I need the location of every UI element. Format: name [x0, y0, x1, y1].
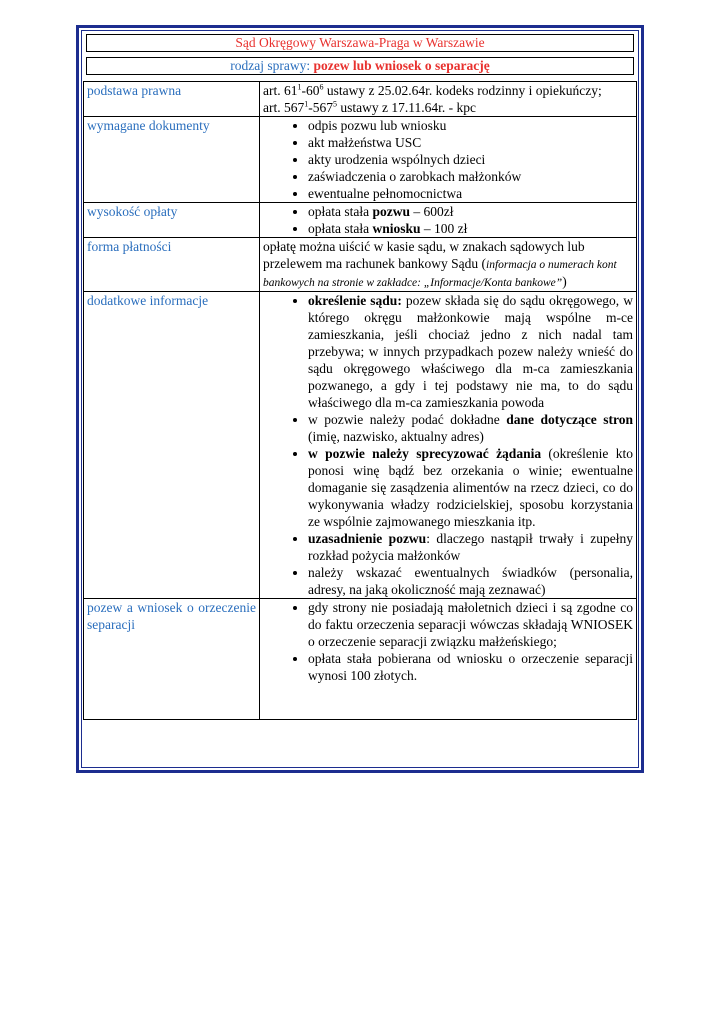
label-legal-basis: podstawa prawna	[84, 82, 260, 117]
value-additional	[260, 292, 637, 599]
list-item: • odpis pozwu lub wniosku	[308, 117, 633, 134]
value-documents	[260, 117, 637, 203]
label-fee: wysokość opłaty	[84, 203, 260, 238]
label-separation: pozew a wniosek o orzeczenie separacji	[84, 599, 260, 720]
list-item: • określenie sądu: pozew składa się do sądu okręgowego, w którego okręgu małżonkowie mają wspólne m-ce zamieszkania, jeśli chociaż jedno z nich nadal tam przebywa; w innych przypadkach pozew należy wnieść do sądu okręgowego właściwego dla m-ca zamieszkania pozwanego, a gdy i tej podstawy nie ma, to do sądu właściwego dla m-ca zamieszkania powoda	[308, 292, 633, 411]
list-item: • gdy strony nie posiadają małoletnich dzieci i są zgodne co do faktu orzeczenia separacji wówczas składają WNIOSEK o orzeczenie separacji związku małżeńskiego;	[308, 599, 633, 650]
list-item: • w pozwie należy sprecyzować żądania (określenie kto ponosi winę bądź bez orzekania o winie; ewentualne domaganie się zasądzenia alimentów na rzecz dzieci, co do wykonywania władzy rodzicielskiej, sposobu korzystania ze wspólnie zajmowanego mieszkania itp.	[308, 445, 633, 530]
list-item: • ewentualne pełnomocnictwa	[308, 185, 633, 202]
case-type	[86, 57, 634, 75]
row-separation	[84, 599, 637, 720]
court-name: Sąd Okręgowy Warszawa-Praga w Warszawie	[235, 35, 485, 50]
case-type-label: rodzaj sprawy:	[230, 58, 314, 73]
value-payment: opłatę można uiścić w kasie sądu, w znakach sądowych lub przelewem ma rachunek bankowy Sądu (informacja o numerach kont bankowych na stronie w zakładce: „Informacje/Konta bankowe”)	[260, 238, 637, 292]
separation-list	[263, 599, 633, 684]
value-legal-basis: art. $61^1-60^6$ ustawy z 25.02.64r. kodeks rodzinny i opiekuńczy; art. $567^1-567^5$ ustawy z 17.11.64r. - kpc	[260, 82, 637, 117]
list-item: • akt małżeństwa USC	[308, 134, 633, 151]
label-documents: wymagane dokumenty	[84, 117, 260, 203]
list-item: • akty urodzenia wspólnych dzieci	[308, 151, 633, 168]
row-legal-basis	[84, 82, 637, 117]
list-item: • opłata stała wniosku – 100 zł	[308, 220, 633, 237]
document-frame	[76, 25, 644, 773]
list-item: • należy wskazać ewentualnych świadków (personalia, adresy, na jaką okoliczność mają zeznawać)	[308, 564, 633, 598]
court-title	[86, 34, 634, 52]
row-payment	[84, 238, 637, 292]
case-type-value: pozew lub wniosek o separację	[313, 58, 490, 73]
value-separation	[260, 599, 637, 720]
list-item: • opłata stała pozwu – 600zł	[308, 203, 633, 220]
documents-list	[263, 117, 633, 202]
list-item: • zaświadczenia o zarobkach małżonków	[308, 168, 633, 185]
value-fee	[260, 203, 637, 238]
list-item: • w pozwie należy podać dokładne dane dotyczące stron (imię, nazwisko, aktualny adres)	[308, 411, 633, 445]
fee-list	[263, 203, 633, 237]
info-table	[83, 81, 637, 720]
list-item: • uzasadnienie pozwu: dlaczego nastąpił trwały i zupełny rozkład pożycia małżonków	[308, 530, 633, 564]
row-fee	[84, 203, 637, 238]
row-additional	[84, 292, 637, 599]
label-additional: dodatkowe informacje	[84, 292, 260, 599]
row-documents	[84, 117, 637, 203]
additional-list	[263, 292, 633, 598]
label-payment: forma płatności	[84, 238, 260, 292]
list-item: • opłata stała pobierana od wniosku o orzeczenie separacji wynosi 100 złotych.	[308, 650, 633, 684]
